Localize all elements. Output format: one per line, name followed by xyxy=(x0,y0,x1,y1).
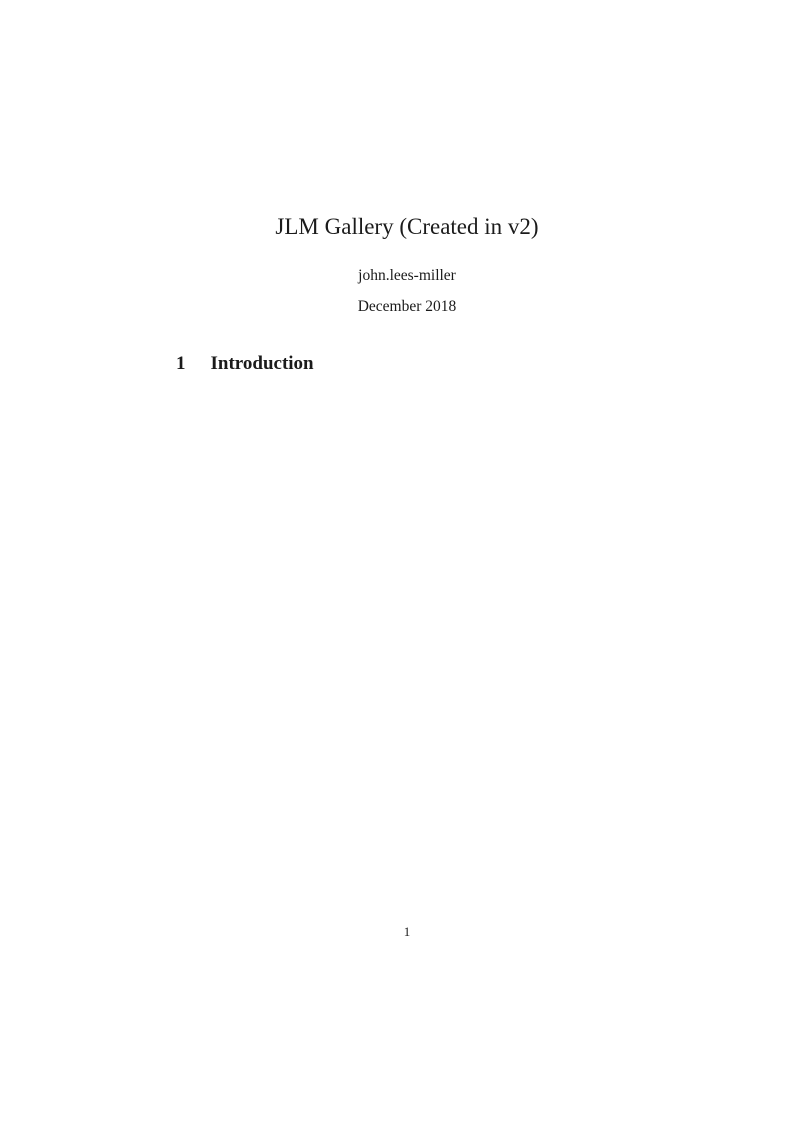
page-number: 1 xyxy=(403,924,411,939)
section-title: Introduction xyxy=(210,353,314,374)
document-date: December 2018 xyxy=(357,298,457,315)
section-number: 1 xyxy=(176,353,186,374)
document-title: JLM Gallery (Created in v2) xyxy=(275,214,539,239)
document-author: john.lees-miller xyxy=(358,267,456,284)
section-heading xyxy=(176,353,638,376)
